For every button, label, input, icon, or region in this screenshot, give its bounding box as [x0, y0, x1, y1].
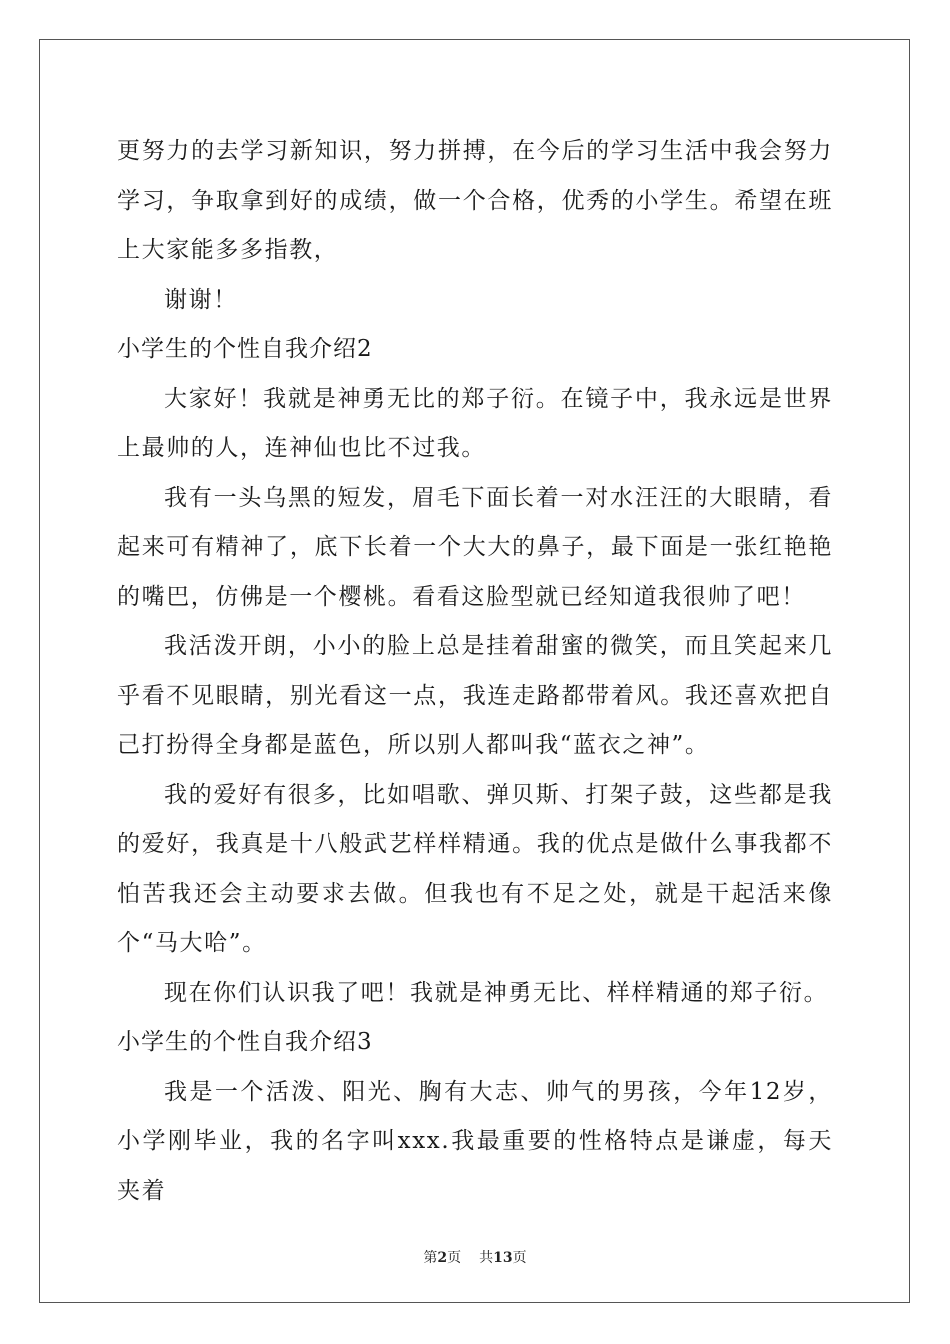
total-prefix: 共 [479, 1250, 494, 1266]
paragraph: 现在你们认识我了吧！我就是神勇无比、样样精通的郑子衍。 [164, 979, 829, 1006]
page-suffix: 页 [447, 1250, 462, 1266]
paragraph: 我是一个活泼、阳光、胸有大志、帅气的男孩，今年12岁，小学刚毕业，我的名字叫xxx.我最重要的性格特点是谦虚，每天夹着 [117, 1078, 833, 1204]
page-footer [0, 1247, 950, 1267]
document-body [117, 127, 833, 1216]
section-heading: 小学生的个性自我介绍3 [117, 1029, 373, 1055]
paragraph: 更努力的去学习新知识，努力拼搏，在今后的学习生活中我会努力学习，争取拿到好的成绩，做一个合格，优秀的小学生。希望在班上大家能多多指教， [117, 138, 833, 263]
total-pages [479, 1247, 526, 1267]
page-number [423, 1247, 461, 1267]
paragraph: 大家好！我就是神勇无比的郑子衍。在镜子中，我永远是世界上最帅的人，连神仙也比不过我。 [117, 385, 833, 461]
current-page: 2 [437, 1250, 448, 1266]
paragraph: 谢谢！ [164, 286, 238, 313]
total-page-count: 13 [493, 1250, 513, 1266]
total-suffix: 页 [512, 1250, 527, 1266]
section-heading: 小学生的个性自我介绍2 [117, 336, 373, 362]
paragraph: 我活泼开朗，小小的脸上总是挂着甜蜜的微笑，而且笑起来几乎看不见眼睛，别光看这一点，我连走路都带着风。我还喜欢把自己打扮得全身都是蓝色，所以别人都叫我“蓝衣之神”。 [117, 633, 833, 758]
paragraph: 我有一头乌黑的短发，眉毛下面长着一对水汪汪的大眼睛，看起来可有精神了，底下长着一个大大的鼻子，最下面是一张红艳艳的嘴巴，仿佛是一个樱桃。看看这脸型就已经知道我很帅了吧！ [117, 484, 833, 610]
paragraph: 我的爱好有很多，比如唱歌、弹贝斯、打架子鼓，这些都是我的爱好，我真是十八般武艺样样精通。我的优点是做什么事我都不怕苦我还会主动要求去做。但我也有不足之处，就是干起活来像个“马大哈”。 [117, 781, 833, 956]
page-prefix: 第 [423, 1250, 438, 1266]
